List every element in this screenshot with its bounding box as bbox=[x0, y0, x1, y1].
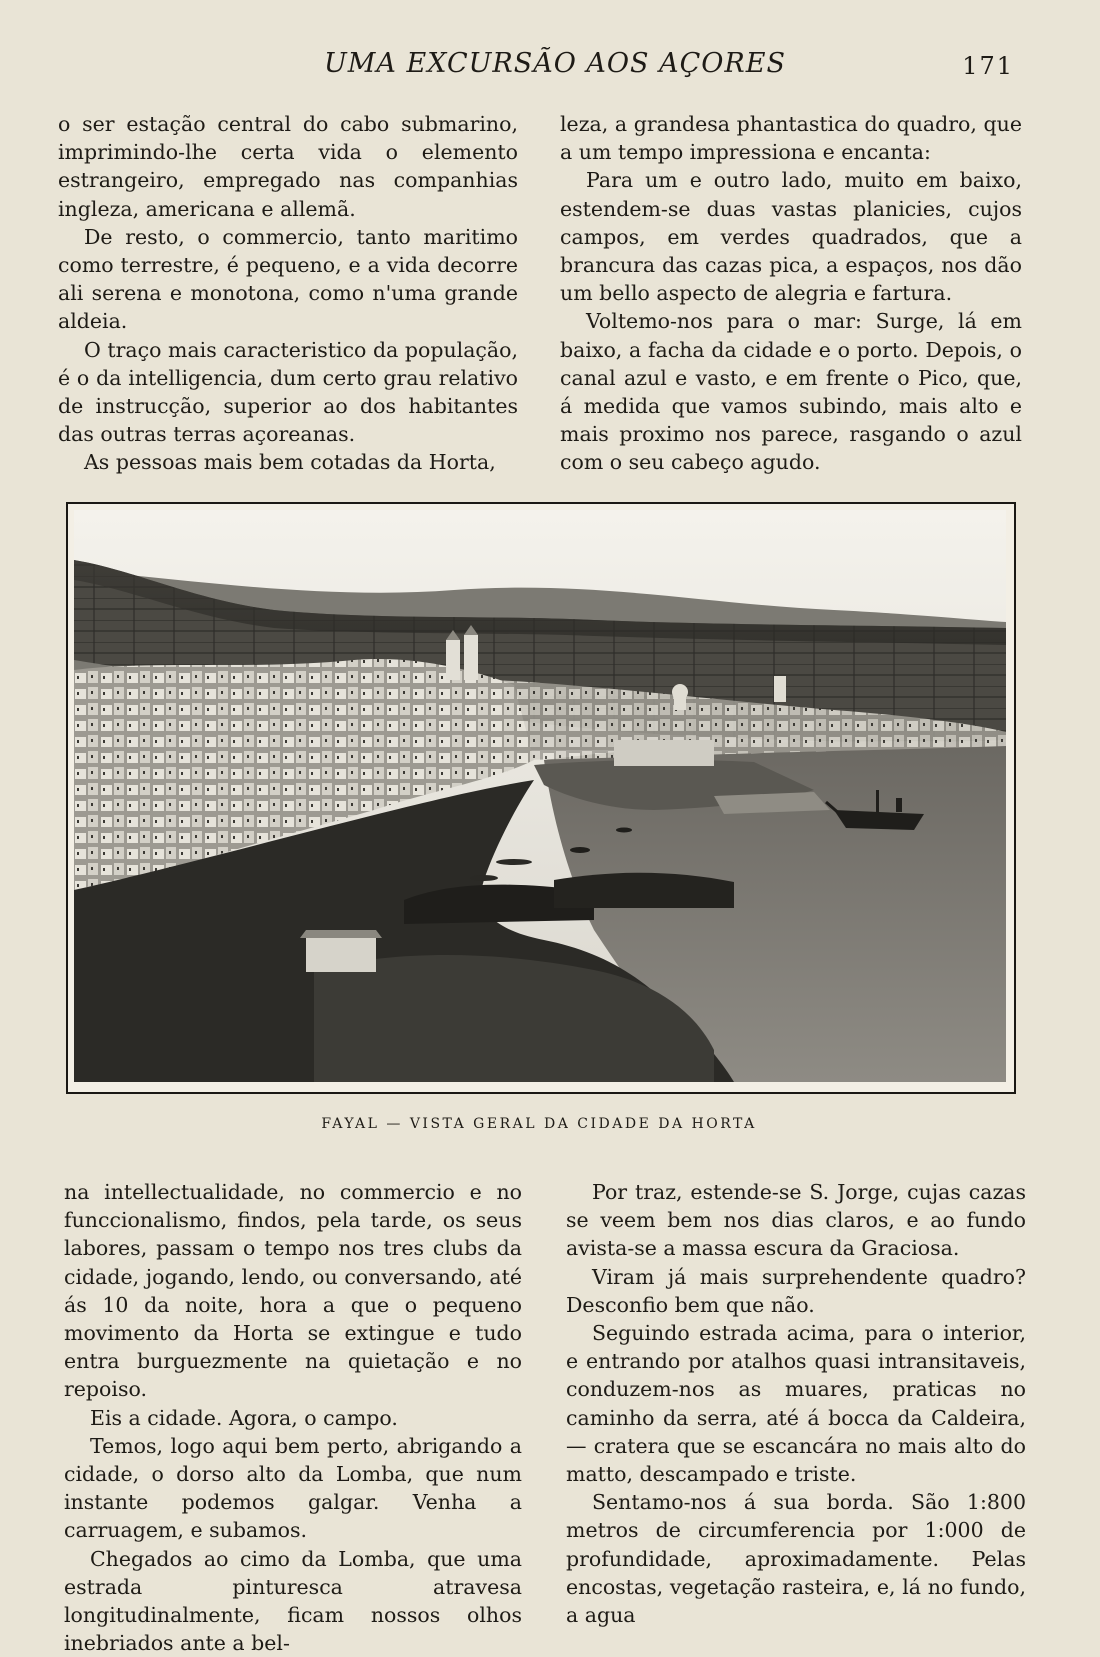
paragraph: Para um e outro lado, muito em baixo, estendem-se duas vastas planicies, cujos campos, em verdes quadrados, que a brancura das cazas pica, a espaços, nos dão um bello aspecto de alegria e fartura. bbox=[560, 168, 1022, 306]
page-number: 171 bbox=[962, 52, 1014, 80]
text-column-top-left bbox=[58, 110, 518, 477]
paragraph: leza, a grandesa phantastica do quadro, que a um tempo impressiona e encanta: bbox=[560, 112, 1022, 165]
paragraph: Temos, logo aqui bem perto, abrigando a cidade, o dorso alto da Lomba, que num instante podemos galgar. Venha a carruagem, e subamos. bbox=[64, 1433, 522, 1543]
paragraph: Chegados ao cimo da Lomba, que uma estrada pinturesca atravesa longitudinalmente, ficam nossos olhos inebriados ante a bel- bbox=[64, 1546, 522, 1656]
harbor-photo-illustration bbox=[74, 510, 1006, 1082]
paragraph: Viram já mais surprehendente quadro? Desconfio bem que não. bbox=[566, 1264, 1026, 1317]
running-head bbox=[60, 48, 1050, 88]
paragraph: As pessoas mais bem cotadas da Horta, bbox=[84, 450, 496, 475]
paragraph: O traço mais caracteristico da população, é o da intelligencia, dum certo grau relativo de instrucção, superior ao dos habitantes das outras terras açoreanas. bbox=[58, 337, 518, 447]
paragraph: Seguindo estrada acima, para o interior, e entrando por atalhos quasi intransitaveis, conduzem-nos as muares, praticas no caminho da serra, até á bocca da Caldeira, — cratera que se escancára no mais alto do matto, descampado e triste. bbox=[566, 1321, 1026, 1487]
text-column-top-right bbox=[560, 110, 1022, 477]
paragraph: o ser estação central do cabo submarino, imprimindo-lhe certa vida o elemento estrangeiro, empregado nas companhias ingleza, americana e allemã. bbox=[58, 112, 518, 221]
paragraph: Por traz, estende-se S. Jorge, cujas cazas se veem bem nos dias claros, e ao fundo avista-se a massa escura da Graciosa. bbox=[566, 1180, 1026, 1261]
paragraph: Eis a cidade. Agora, o campo. bbox=[90, 1405, 398, 1430]
figure-caption: FAYAL — VISTA GERAL DA CIDADE DA HORTA bbox=[321, 1116, 757, 1132]
paragraph: na intellectualidade, no commercio e no funccionalismo, findos, pela tarde, os seus labores, passam o tempo nos tres clubs da cidade, jogando, lendo, ou conversando, até ás 10 da noite, hora a que o pequeno movimento da Horta se extingue e tudo entra burguezmente na quietação e no repoiso. bbox=[64, 1180, 522, 1402]
paragraph: Sentamo-nos á sua borda. São 1:800 metros de circumferencia por 1:000 de profundidade, aproximadamente. Pelas encostas, vegetação rasteira, e, lá no fundo, a agua bbox=[566, 1490, 1026, 1628]
paragraph: Voltemo-nos para o mar: Surge, lá em baixo, a facha da cidade e o porto. Depois, o canal azul e vasto, e em frente o Pico, que, á medida que vamos subindo, mais alto e mais proximo nos parece, rasgando o azul com o seu cabeço agudo. bbox=[560, 309, 1022, 475]
paragraph: De resto, o commercio, tanto maritimo como terrestre, é pequeno, e a vida decorre ali serena e monotona, como n'uma grande aldeia. bbox=[58, 224, 518, 334]
harbor-photograph bbox=[66, 502, 1016, 1094]
text-column-bottom-right bbox=[566, 1178, 1026, 1629]
text-column-bottom-left bbox=[64, 1178, 522, 1657]
running-title: UMA EXCURSÃO AOS AÇORES bbox=[324, 48, 786, 79]
